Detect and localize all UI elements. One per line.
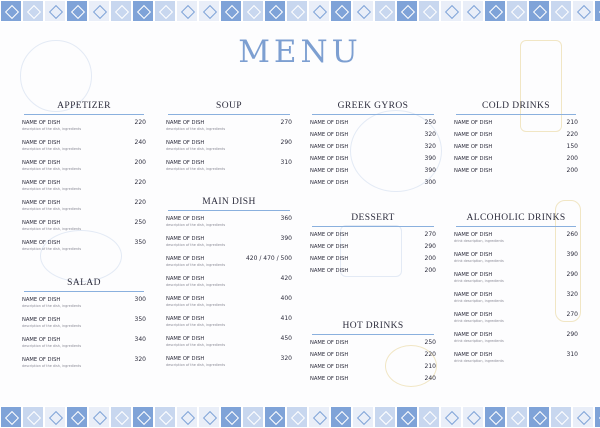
- dish-price: 310: [566, 351, 578, 358]
- dish-price: 270: [280, 119, 292, 126]
- decorative-tile: [594, 406, 600, 428]
- dish-name: NAME OF DISH: [454, 156, 493, 162]
- decorative-tile: [308, 0, 330, 22]
- dish-description: description of the dish, ingredients: [166, 343, 226, 347]
- dish-description: description of the dish, ingredients: [22, 167, 82, 171]
- decorative-tile: [374, 0, 396, 22]
- dish-price: 360: [280, 215, 292, 222]
- section-heading: GREEK GYROS: [337, 101, 409, 111]
- decorative-tile: [132, 0, 154, 22]
- menu-item: [22, 179, 146, 199]
- decorative-tile: [88, 406, 110, 428]
- dish-price: 250: [424, 119, 436, 126]
- menu-item: [310, 339, 436, 351]
- dish-price: 200: [134, 159, 146, 166]
- section-soup: [166, 100, 292, 179]
- menu-item: [22, 356, 146, 376]
- decorative-tile: [484, 0, 506, 22]
- decorative-tile: [176, 406, 198, 428]
- menu-item: [22, 219, 146, 239]
- menu-item: [22, 336, 146, 356]
- decorative-tile: [308, 406, 330, 428]
- menu-item: [166, 215, 292, 235]
- dish-name: NAME OF DISH: [166, 316, 205, 322]
- dish-name: NAME OF DISH: [310, 232, 349, 238]
- dish-description: description of the dish, ingredients: [22, 147, 82, 151]
- menu-item: [22, 119, 146, 139]
- section-heading: COLD DRINKS: [481, 101, 550, 111]
- decorative-tile: [110, 0, 132, 22]
- section-heading: APPETIZER: [57, 101, 111, 111]
- dish-name: NAME OF DISH: [310, 180, 349, 186]
- decorative-tile: [440, 0, 462, 22]
- dish-price: 390: [280, 235, 292, 242]
- decorative-tile: [220, 0, 242, 22]
- menu-item: [22, 316, 146, 336]
- decorative-tile: [286, 406, 308, 428]
- menu-item: [166, 315, 292, 335]
- dish-description: description of the dish, ingredients: [22, 364, 82, 368]
- decorative-tile: [550, 406, 572, 428]
- dish-price: 250: [134, 219, 146, 226]
- dish-name: NAME OF DISH: [22, 240, 61, 246]
- decorative-tile: [484, 406, 506, 428]
- dish-name: NAME OF DISH: [310, 376, 349, 382]
- dish-name: NAME OF DISH: [310, 156, 349, 162]
- decorative-tile: [286, 0, 308, 22]
- dish-name: NAME OF DISH: [166, 140, 205, 146]
- dish-name: NAME OF DISH: [454, 252, 493, 258]
- dish-name: NAME OF DISH: [22, 357, 61, 363]
- section-divider: [168, 114, 290, 115]
- dish-description: description of the dish, ingredients: [166, 147, 226, 151]
- dish-name: NAME OF DISH: [310, 244, 349, 250]
- dish-name: NAME OF DISH: [166, 120, 205, 126]
- dish-name: NAME OF DISH: [454, 292, 493, 298]
- dish-description: description of the dish, ingredients: [166, 263, 226, 267]
- menu-item: [310, 155, 436, 167]
- dish-name: NAME OF DISH: [22, 200, 61, 206]
- menu-item: [310, 243, 436, 255]
- menu-item: [310, 375, 436, 387]
- dish-name: NAME OF DISH: [22, 317, 61, 323]
- dish-description: description of the dish, ingredients: [22, 187, 82, 191]
- section-heading: DESSERT: [351, 213, 395, 223]
- menu-item: [454, 143, 578, 155]
- decorative-tile: [132, 406, 154, 428]
- section-salad: [22, 277, 146, 376]
- decorative-tile: [264, 406, 286, 428]
- dish-name: NAME OF DISH: [454, 352, 493, 358]
- dish-name: NAME OF DISH: [22, 297, 61, 303]
- dish-name: NAME OF DISH: [166, 296, 205, 302]
- dish-name: NAME OF DISH: [454, 168, 493, 174]
- dish-price: 150: [566, 143, 578, 150]
- decorative-tile: [220, 406, 242, 428]
- dish-description: description of the dish, ingredients: [22, 227, 82, 231]
- dish-name: NAME OF DISH: [166, 216, 205, 222]
- dish-name: NAME OF DISH: [166, 356, 205, 362]
- dish-name: NAME OF DISH: [310, 364, 349, 370]
- dish-price: 390: [424, 167, 436, 174]
- menu-item: [454, 291, 578, 311]
- dish-price: 290: [566, 271, 578, 278]
- menu-item: [310, 167, 436, 179]
- menu-item: [310, 363, 436, 375]
- dish-price: 350: [134, 239, 146, 246]
- dish-price: 240: [134, 139, 146, 146]
- dish-price: 320: [424, 131, 436, 138]
- dish-price: 420 / 470 / 500: [245, 255, 292, 262]
- dish-description: description of the dish, ingredients: [166, 323, 226, 327]
- decorative-tile: [44, 0, 66, 22]
- section-divider: [312, 114, 434, 115]
- dish-name: NAME OF DISH: [166, 256, 205, 262]
- dish-name: NAME OF DISH: [454, 272, 493, 278]
- dish-price: 390: [566, 251, 578, 258]
- dish-name: NAME OF DISH: [310, 168, 349, 174]
- decorative-tile: [528, 0, 550, 22]
- dish-description: description of the dish, ingredients: [166, 243, 226, 247]
- decorative-tile: [0, 0, 22, 22]
- decorative-tile: [66, 406, 88, 428]
- menu-item: [22, 239, 146, 259]
- decorative-tile: [330, 406, 352, 428]
- decorative-tile: [110, 406, 132, 428]
- dish-name: NAME OF DISH: [310, 352, 349, 358]
- dish-price: 210: [566, 119, 578, 126]
- dish-description: description of the dish, ingredients: [22, 127, 82, 131]
- decorative-tile: [154, 0, 176, 22]
- decorative-tile: [594, 0, 600, 22]
- dish-price: 290: [566, 331, 578, 338]
- menu-item: [22, 199, 146, 219]
- dish-description: drink description, ingredients: [454, 279, 504, 283]
- dish-name: NAME OF DISH: [454, 132, 493, 138]
- dish-description: description of the dish, ingredients: [22, 207, 82, 211]
- menu-item: [454, 351, 578, 371]
- decorative-tile: [550, 0, 572, 22]
- menu-item: [22, 296, 146, 316]
- menu-item: [166, 275, 292, 295]
- dish-price: 200: [424, 267, 436, 274]
- menu-item: [310, 119, 436, 131]
- section-hot-drinks: [310, 320, 436, 387]
- section-heading: HOT DRINKS: [342, 321, 404, 331]
- dish-name: NAME OF DISH: [22, 220, 61, 226]
- decorative-tile: [198, 406, 220, 428]
- menu-item: [310, 351, 436, 363]
- dish-name: NAME OF DISH: [310, 144, 349, 150]
- menu-item: [454, 155, 578, 167]
- dish-name: NAME OF DISH: [310, 132, 349, 138]
- menu-item: [454, 131, 578, 143]
- dish-price: 300: [134, 296, 146, 303]
- dish-name: NAME OF DISH: [166, 336, 205, 342]
- dish-price: 290: [424, 243, 436, 250]
- dish-name: NAME OF DISH: [454, 120, 493, 126]
- menu-item: [166, 335, 292, 355]
- dish-price: 270: [566, 311, 578, 318]
- dish-price: 320: [280, 355, 292, 362]
- section-cold-drinks: [454, 100, 578, 179]
- dish-price: 200: [566, 155, 578, 162]
- dish-name: NAME OF DISH: [22, 180, 61, 186]
- dish-price: 340: [134, 336, 146, 343]
- menu-item: [166, 139, 292, 159]
- dish-name: NAME OF DISH: [310, 340, 349, 346]
- dish-price: 220: [424, 351, 436, 358]
- decorative-tile: [352, 406, 374, 428]
- dish-description: drink description, ingredients: [454, 359, 504, 363]
- menu-item: [310, 143, 436, 155]
- dish-price: 320: [134, 356, 146, 363]
- menu-item: [310, 255, 436, 267]
- section-heading: SOUP: [216, 101, 242, 111]
- menu-item: [454, 331, 578, 351]
- decorative-tile: [462, 0, 484, 22]
- dish-name: NAME OF DISH: [166, 160, 205, 166]
- menu-item: [454, 271, 578, 291]
- decorative-tile: [374, 406, 396, 428]
- decorative-tile: [242, 406, 264, 428]
- dish-name: NAME OF DISH: [454, 232, 493, 238]
- dish-name: NAME OF DISH: [22, 160, 61, 166]
- menu-item: [166, 295, 292, 315]
- decorative-tile: [396, 0, 418, 22]
- dish-name: NAME OF DISH: [454, 332, 493, 338]
- decorative-tile: [572, 406, 594, 428]
- menu-item: [166, 235, 292, 255]
- top-tile-border: [0, 0, 600, 22]
- decorative-tile: [330, 0, 352, 22]
- decorative-tile: [176, 0, 198, 22]
- dish-description: description of the dish, ingredients: [166, 167, 226, 171]
- decorative-tile: [66, 0, 88, 22]
- decorative-tile: [264, 0, 286, 22]
- menu-item: [310, 231, 436, 243]
- section-divider: [24, 114, 144, 115]
- section-heading: ALCOHOLIC DRINKS: [466, 213, 566, 223]
- menu-item: [454, 251, 578, 271]
- dish-price: 390: [424, 155, 436, 162]
- menu-item: [166, 255, 292, 275]
- section-greek-gyros: [310, 100, 436, 191]
- dish-description: description of the dish, ingredients: [22, 344, 82, 348]
- decorative-tile: [462, 406, 484, 428]
- dish-price: 320: [424, 143, 436, 150]
- menu-item: [22, 159, 146, 179]
- dish-price: 270: [424, 231, 436, 238]
- decorative-tile: [528, 406, 550, 428]
- dish-price: 300: [424, 179, 436, 186]
- decorative-tile: [418, 406, 440, 428]
- section-alcoholic-drinks: [454, 212, 578, 371]
- menu-item: [454, 231, 578, 251]
- decorative-tile: [506, 406, 528, 428]
- dish-name: NAME OF DISH: [310, 256, 349, 262]
- dish-price: 450: [280, 335, 292, 342]
- decorative-tile: [44, 406, 66, 428]
- dish-price: 420: [280, 275, 292, 282]
- decorative-tile: [154, 406, 176, 428]
- dish-description: drink description, ingredients: [454, 319, 504, 323]
- section-divider: [312, 226, 434, 227]
- dish-name: NAME OF DISH: [454, 312, 493, 318]
- dish-price: 250: [424, 339, 436, 346]
- decorative-tile: [88, 0, 110, 22]
- dish-name: NAME OF DISH: [22, 120, 61, 126]
- dish-price: 290: [280, 139, 292, 146]
- section-divider: [168, 210, 290, 211]
- dish-price: 220: [566, 131, 578, 138]
- dish-price: 220: [134, 119, 146, 126]
- section-heading: SALAD: [67, 278, 101, 288]
- menu-item: [166, 355, 292, 375]
- section-heading: MAIN DISH: [202, 197, 256, 207]
- dish-description: drink description, ingredients: [454, 339, 504, 343]
- dish-description: description of the dish, ingredients: [22, 324, 82, 328]
- section-appetizer: [22, 100, 146, 259]
- dish-name: NAME OF DISH: [22, 140, 61, 146]
- section-divider: [312, 334, 434, 335]
- dish-description: description of the dish, ingredients: [166, 363, 226, 367]
- decorative-tile: [440, 406, 462, 428]
- section-divider: [24, 291, 144, 292]
- dish-price: 200: [566, 167, 578, 174]
- dish-description: description of the dish, ingredients: [166, 283, 226, 287]
- dish-name: NAME OF DISH: [310, 120, 349, 126]
- dish-description: description of the dish, ingredients: [22, 304, 82, 308]
- decorative-tile: [22, 0, 44, 22]
- dish-name: NAME OF DISH: [454, 144, 493, 150]
- dish-price: 410: [280, 315, 292, 322]
- dish-name: NAME OF DISH: [166, 276, 205, 282]
- decorative-tile: [352, 0, 374, 22]
- dish-price: 310: [280, 159, 292, 166]
- decorative-tile: [396, 406, 418, 428]
- decorative-tile: [242, 0, 264, 22]
- menu-title: MENU: [238, 34, 362, 70]
- menu-item: [454, 167, 578, 179]
- decorative-tile: [0, 406, 22, 428]
- dish-price: 260: [566, 231, 578, 238]
- decorative-tile: [418, 0, 440, 22]
- dish-price: 200: [424, 255, 436, 262]
- menu-item: [454, 119, 578, 131]
- dish-price: 350: [134, 316, 146, 323]
- menu-item: [310, 131, 436, 143]
- menu-item: [166, 119, 292, 139]
- decorative-tile: [198, 0, 220, 22]
- dish-price: 220: [134, 199, 146, 206]
- menu-item: [310, 267, 436, 279]
- dish-price: 210: [424, 363, 436, 370]
- dish-price: 240: [424, 375, 436, 382]
- section-divider: [456, 114, 576, 115]
- dish-price: 320: [566, 291, 578, 298]
- dish-description: description of the dish, ingredients: [166, 223, 226, 227]
- dish-description: drink description, ingredients: [454, 299, 504, 303]
- decorative-tile: [22, 406, 44, 428]
- dish-name: NAME OF DISH: [22, 337, 61, 343]
- decorative-tile: [572, 0, 594, 22]
- dish-description: description of the dish, ingredients: [22, 247, 82, 251]
- section-divider: [456, 226, 576, 227]
- dish-description: drink description, ingredients: [454, 259, 504, 263]
- dish-description: description of the dish, ingredients: [166, 127, 226, 131]
- dish-name: NAME OF DISH: [310, 268, 349, 274]
- menu-item: [454, 311, 578, 331]
- section-main-dish: [166, 196, 292, 375]
- section-dessert: [310, 212, 436, 279]
- menu-item: [166, 159, 292, 179]
- decorative-tile: [506, 0, 528, 22]
- dish-price: 400: [280, 295, 292, 302]
- dish-price: 220: [134, 179, 146, 186]
- menu-item: [22, 139, 146, 159]
- bottom-tile-border: [0, 406, 600, 428]
- menu-item: [310, 179, 436, 191]
- dish-description: drink description, ingredients: [454, 239, 504, 243]
- dish-description: description of the dish, ingredients: [166, 303, 226, 307]
- dish-name: NAME OF DISH: [166, 236, 205, 242]
